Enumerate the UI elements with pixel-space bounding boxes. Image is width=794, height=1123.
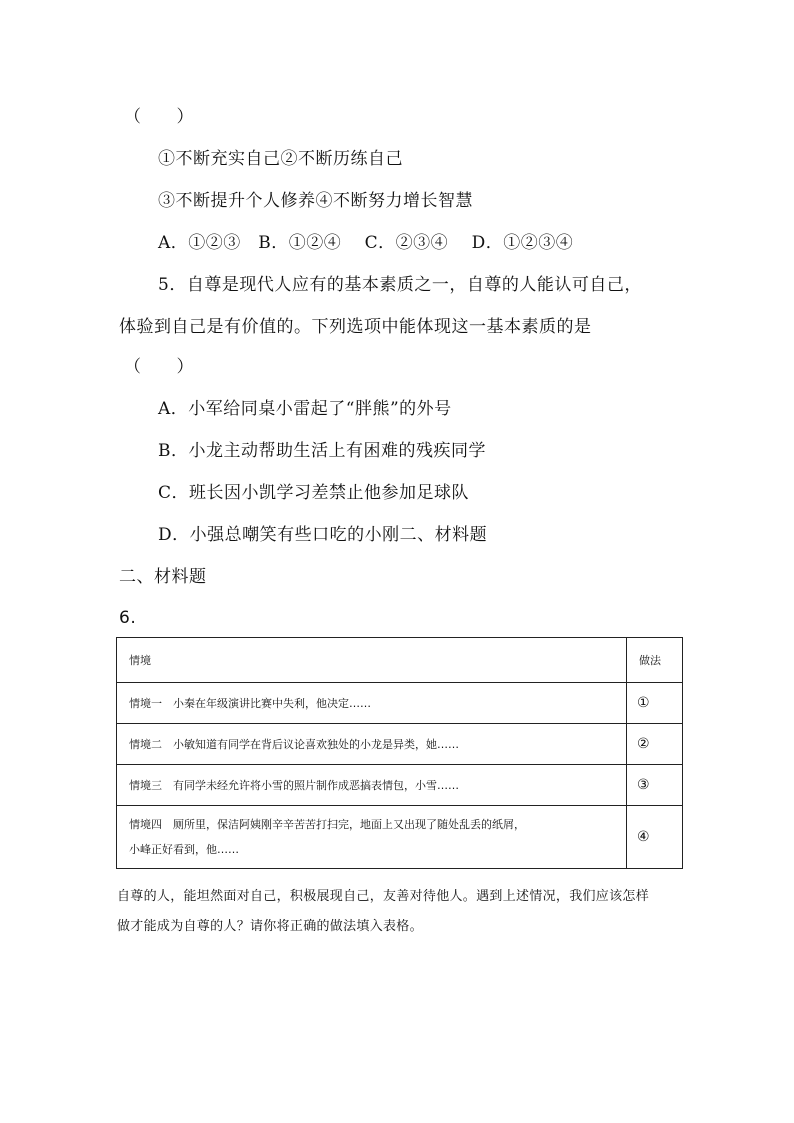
action-cell[interactable]: ③ [627,765,683,806]
q4-statement-line-1: ①不断充实自己②不断历练自己 [158,149,403,169]
section-heading-materials: 二、材料题 [119,567,207,587]
situation-cell [117,806,627,869]
q5-option-c: C．班长因小凯学习差禁止他参加足球队 [158,483,470,503]
q5-option-b: B．小龙主动帮助生活上有困难的残疾同学 [158,441,486,461]
q5-option-a: A．小军给同桌小雷起了“胖熊”的外号 [158,399,452,419]
situation-cell: 情境二 小敏知道有同学在背后议论喜欢独处的小龙是异类，她…… [117,724,627,765]
action-cell[interactable]: ① [627,683,683,724]
situation-line-2: 小峰正好看到，他…… [129,843,239,856]
situation-line-1: 情境四 厕所里，保洁阿姨刚辛辛苦苦打扫完，地面上又出现了随处乱丢的纸屑， [129,818,525,831]
table-header-row [117,638,683,683]
q5-stem-line-2: 体验到自己是有价值的。下列选项中能体现这一基本素质的是 [119,317,592,337]
q4-options: A．①②③ B．①②④ C．②③④ D．①②③④ [158,233,574,253]
q6-instruction-line-2: 做才能成为自尊的人？请你将正确的做法填入表格。 [117,919,423,934]
header-situation: 情境 [117,638,627,683]
q5-stem-line-1: 5．自尊是现代人应有的基本素质之一，自尊的人能认可自己， [158,275,642,295]
q5-option-d: D．小强总嘲笑有些口吃的小刚二、材料题 [158,525,488,545]
table-row [117,765,683,806]
q4-statement-line-2: ③不断提升个人修养④不断努力增长智慧 [158,191,473,211]
q6-instruction-line-1: 自尊的人，能坦然面对自己，积极展现自己，友善对待他人。遇到上述情况，我们应该怎样 [117,889,650,904]
table-row [117,683,683,724]
action-cell[interactable]: ④ [627,806,683,869]
situation-table [116,637,683,869]
action-cell[interactable]: ② [627,724,683,765]
q5-answer-paren: （ ） [124,357,194,377]
situation-cell: 情境一 小秦在年级演讲比赛中失利，他决定…… [117,683,627,724]
q6-number: 6. [119,608,137,628]
header-action: 做法 [627,638,683,683]
table-row [117,806,683,869]
table-row [117,724,683,765]
q4-answer-paren: （ ） [124,107,194,127]
situation-cell: 情境三 有同学未经允许将小雪的照片制作成恶搞表情包，小雪…… [117,765,627,806]
